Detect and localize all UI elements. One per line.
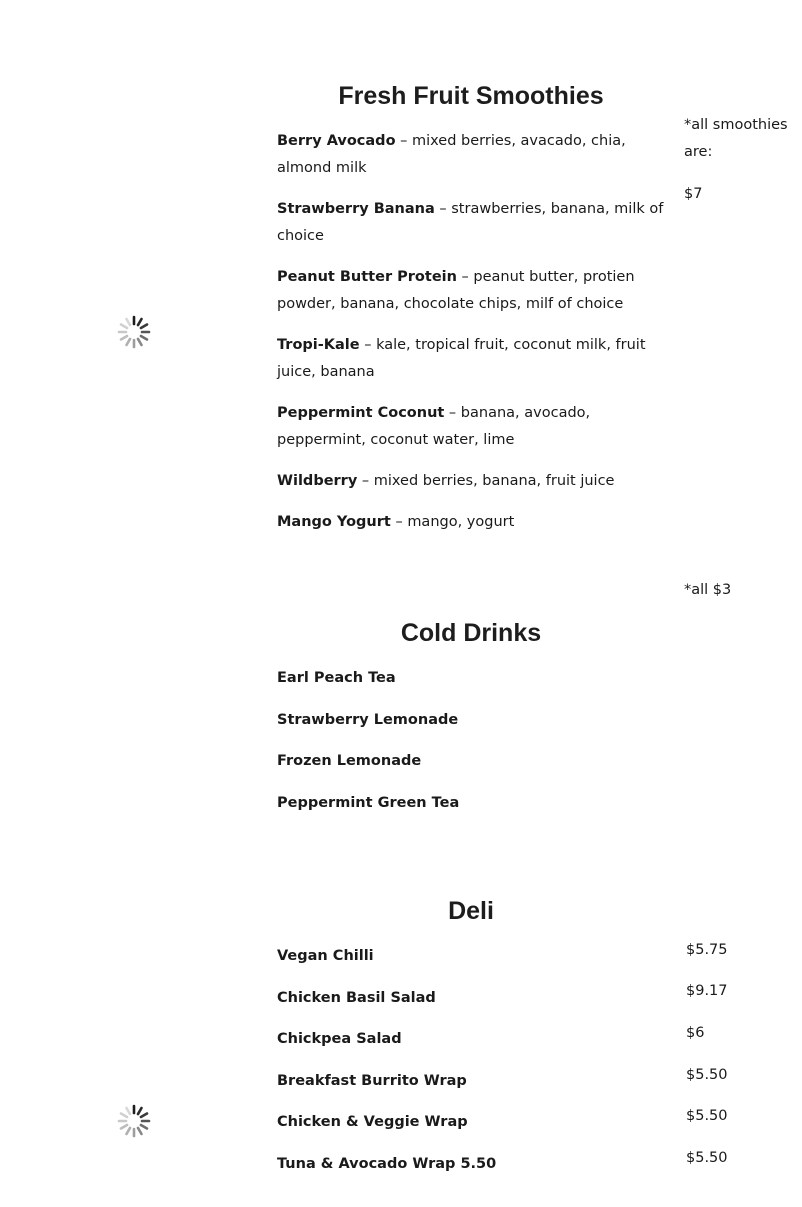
deli-list (277, 946, 667, 1196)
deli-item-name: Chickpea Salad (277, 1031, 402, 1048)
section-title-smoothies: Fresh Fruit Smoothies (338, 82, 604, 110)
section-title-cold-drinks: Cold Drinks (400, 619, 542, 647)
deli-item-name: Tuna & Avocado Wrap 5.50 (277, 1155, 497, 1172)
smoothie-description: peanut butter, protien powder, banana, chocolate chips, milf of choice (277, 269, 635, 312)
deli-item-name: Breakfast Burrito Wrap (277, 1072, 467, 1089)
smoothie-description: kale, tropical fruit, coconut milk, fruit juice, banana (277, 337, 646, 380)
smoothie-name: Berry Avocado (277, 133, 396, 149)
smoothie-description: mixed berries, banana, fruit juice (373, 473, 615, 489)
deli-item-name: Chicken Basil Salad (277, 989, 436, 1006)
deli-item-price: $5.75 (686, 942, 728, 958)
cold-drink-item: Peppermint Green Tea (277, 795, 460, 812)
smoothies-note-line2: are: (684, 144, 713, 160)
deli-item-name: Vegan Chilli (277, 948, 374, 964)
deli-item-price: $5.50 (686, 1150, 728, 1166)
cold-drink-item: Earl Peach Tea (277, 670, 396, 686)
deli-item-price: $5.50 (686, 1108, 728, 1124)
smoothie-item: Mango Yogurt – mango, yogurt (277, 514, 515, 530)
smoothie-name: Mango Yogurt (277, 514, 391, 530)
cold-drinks-list (277, 668, 667, 835)
smoothies-note-line1: *all smoothies (684, 117, 788, 133)
smoothie-item: Strawberry Banana – strawberries, banana, milk of choice (277, 201, 664, 244)
deli-item-price: $6 (686, 1025, 705, 1041)
smoothie-name: Tropi-Kale (277, 337, 360, 353)
smoothie-name: Wildberry (277, 473, 358, 489)
smoothie-item: Peanut Butter Protein – peanut butter, protien powder, banana, chocolate chips, milf of choice (277, 269, 635, 312)
deli-item-name: Chicken & Veggie Wrap (277, 1114, 468, 1131)
cold-drinks-price-note: *all $3 (684, 582, 732, 598)
smoothie-name: Strawberry Banana (277, 201, 435, 217)
smoothie-description: banana, avocado, peppermint, coconut water, lime (277, 405, 591, 448)
smoothies-note-price: $7 (684, 186, 703, 202)
smoothie-name: Peanut Butter Protein (277, 269, 457, 285)
smoothies-list (277, 128, 667, 550)
deli-item-price: $9.17 (686, 983, 728, 999)
smoothie-item: Berry Avocado – mixed berries, avacado, chia, almond milk (277, 133, 626, 176)
smoothie-item: Tropi-Kale – kale, tropical fruit, coconut milk, fruit juice, banana (277, 337, 646, 380)
smoothies-price-note (684, 112, 788, 208)
cold-drink-item: Strawberry Lemonade (277, 711, 459, 728)
deli-item-price: $5.50 (686, 1067, 728, 1083)
smoothie-item: Wildberry – mixed berries, banana, fruit juice (277, 473, 615, 489)
cold-drink-item: Frozen Lemonade (277, 753, 422, 770)
smoothie-description: strawberries, banana, milk of choice (277, 201, 664, 244)
loading-spinner-icon (117, 1104, 151, 1138)
loading-spinner-icon (117, 315, 151, 349)
smoothie-name: Peppermint Coconut (277, 405, 445, 421)
section-title-deli: Deli (448, 897, 494, 925)
smoothie-description: mango, yogurt (407, 514, 515, 530)
smoothie-description: mixed berries, avacado, chia, almond milk (277, 133, 626, 176)
smoothie-item: Peppermint Coconut – banana, avocado, peppermint, coconut water, lime (277, 405, 591, 448)
